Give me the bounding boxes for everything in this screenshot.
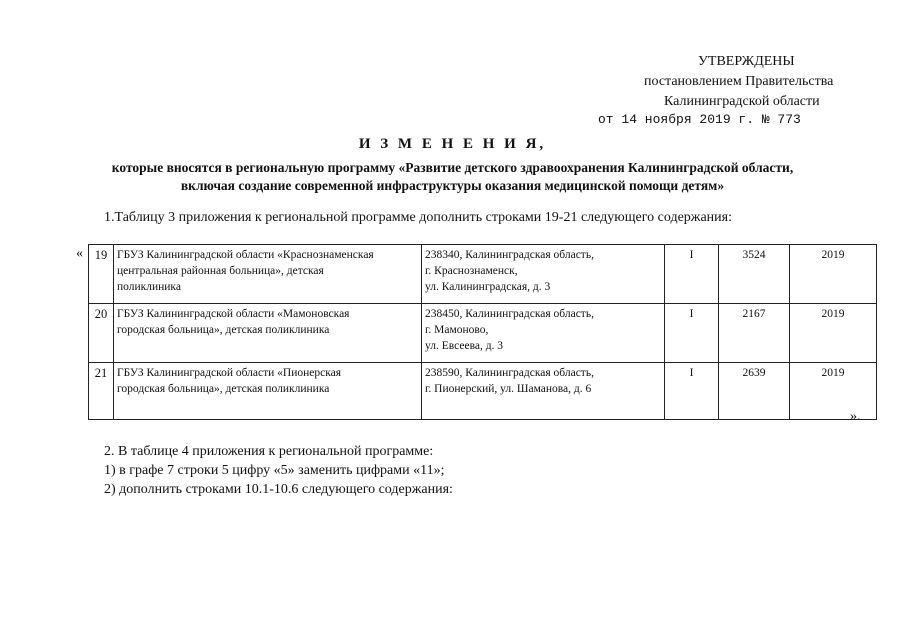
- name-line: городская больница», детская поликлиника: [117, 324, 330, 336]
- approval-date-number: от 14 ноября 2019 г. № 773: [598, 112, 801, 127]
- row-number: 21: [89, 363, 114, 420]
- row-number: 19: [89, 245, 114, 304]
- document-subtitle-line1: которые вносятся в региональную программу «Развитие детского здравоохранения Калининградской области,: [111, 160, 794, 175]
- approval-title: УТВЕРЖДЕНЫ: [698, 54, 795, 69]
- name-line: ГБУЗ Калининградской области «Краснознаменская: [117, 249, 374, 261]
- name-line: ГБУЗ Калининградской области «Мамоновская: [117, 308, 350, 320]
- institution-name: [114, 363, 422, 420]
- category: I: [665, 363, 719, 420]
- value: 2639: [719, 363, 790, 420]
- table-row: [89, 304, 877, 363]
- paragraph-1: 1.Таблицу 3 приложения к региональной программе дополнить строками 19-21 следующего содержания:: [104, 210, 732, 225]
- document-subtitle-line2: включая создание современной инфраструктуры оказания медицинской помощи детям»: [180, 178, 725, 193]
- approval-by: постановлением Правительства: [644, 74, 834, 89]
- year: 2019: [790, 363, 877, 420]
- row-number: 20: [89, 304, 114, 363]
- table-row: [89, 245, 877, 304]
- address-line: ул. Калининградская, д. 3: [425, 281, 551, 293]
- name-line: поликлиника: [117, 281, 181, 293]
- name-line: центральная районная больница», детская: [117, 265, 324, 277]
- year: 2019: [790, 245, 877, 304]
- additions-table: [88, 244, 877, 420]
- category: I: [665, 304, 719, 363]
- address-line: 238450, Калининградская область,: [425, 308, 594, 320]
- quote-open: «: [76, 246, 83, 261]
- category: I: [665, 245, 719, 304]
- institution-address: [422, 363, 665, 420]
- paragraph-2-item-1: 1) в графе 7 строки 5 цифру «5» заменить цифрами «11»;: [104, 463, 445, 478]
- name-line: городская больница», детская поликлиника: [117, 383, 330, 395]
- address-line: 238590, Калининградская область,: [425, 367, 594, 379]
- institution-address: [422, 304, 665, 363]
- value: 2167: [719, 304, 790, 363]
- table-row: [89, 363, 877, 420]
- approval-region: Калининградской области: [664, 94, 820, 109]
- address-line: г. Мамоново,: [425, 324, 489, 336]
- quote-close: ».: [850, 409, 861, 424]
- address-line: ул. Евсеева, д. 3: [425, 340, 504, 352]
- institution-name: [114, 245, 422, 304]
- institution-name: [114, 304, 422, 363]
- value: 3524: [719, 245, 790, 304]
- paragraph-2-item-2: 2) дополнить строками 10.1-10.6 следующего содержания:: [104, 482, 453, 497]
- address-line: 238340, Калининградская область,: [425, 249, 594, 261]
- address-line: г. Пионерский, ул. Шаманова, д. 6: [425, 383, 592, 395]
- document-title: И З М Е Н Е Н И Я,: [358, 136, 547, 152]
- address-line: г. Краснознаменск,: [425, 265, 518, 277]
- paragraph-2-intro: 2. В таблице 4 приложения к региональной программе:: [104, 444, 434, 459]
- name-line: ГБУЗ Калининградской области «Пионерская: [117, 367, 342, 379]
- year: 2019: [790, 304, 877, 363]
- institution-address: [422, 245, 665, 304]
